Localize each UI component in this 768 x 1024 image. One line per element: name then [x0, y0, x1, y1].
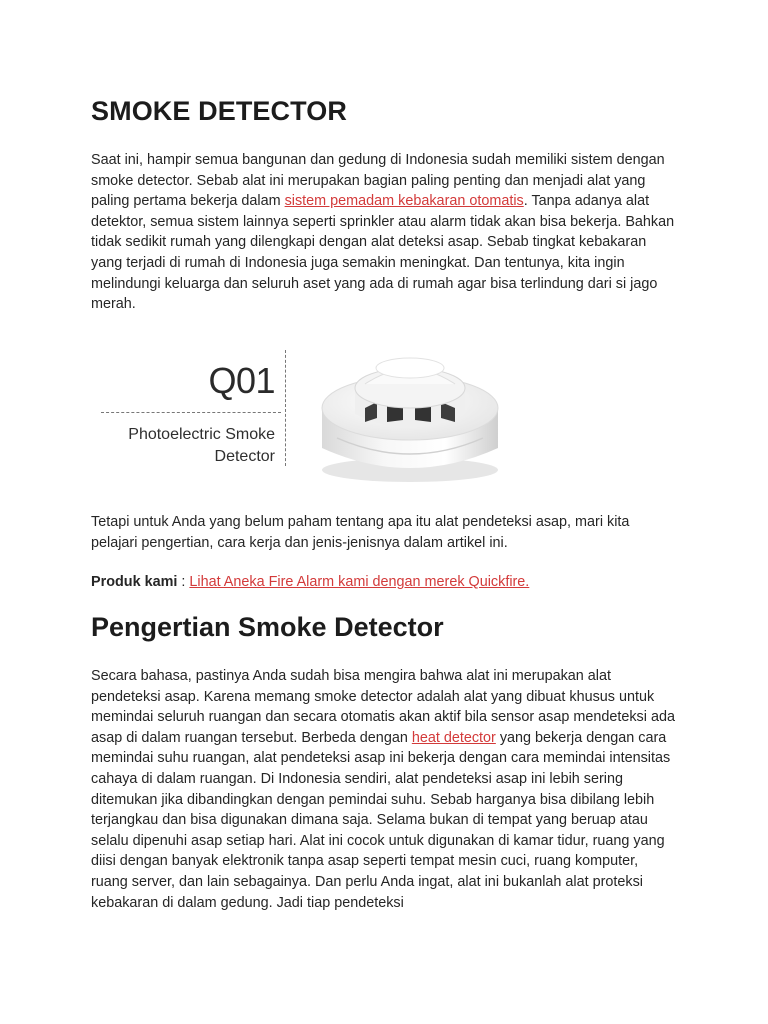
- divider-horizontal: [101, 412, 281, 413]
- caption-line-2: Detector: [214, 448, 275, 465]
- intro-paragraph-2: Tetapi untuk Anda yang belum paham tentang apa itu alat pendeteksi asap, mari kita pelajari pengertian, cara kerja dan jenis-jenisnya dalam artikel ini.: [91, 514, 630, 551]
- divider-vertical: [285, 350, 286, 466]
- quickfire-link[interactable]: Lihat Aneka Fire Alarm kami dengan merek Quickfire.: [189, 574, 530, 590]
- produk-kami-line: [91, 572, 677, 593]
- intro-paragraph: [91, 150, 677, 315]
- intro-text-start: Saat ini, hampir semua bangunan dan gedung di Indonesia sudah memiliki sistem dengan smoke detector. Sebab alat ini merupakan bagian paling penting dan menjadi alat yang paling pertama bekerja dalam: [91, 152, 665, 210]
- caption-line-1: Photoelectric Smoke: [128, 426, 275, 443]
- produk-separator: :: [177, 574, 190, 590]
- product-model: Q01: [208, 360, 275, 401]
- intro-text-end: . Tanpa adanya alat detektor, semua sistem lainnya seperti sprinkler atau alarm tidak akan bisa bekerja. Bahkan tidak sedikit rumah yang dilengkapi dengan alat deteksi asap. Sebab tingkat kebakaran yang terjadi di rumah di Indonesia juga semakin meningkat. Dan tentunya, kita ingin melindungi keluarga dan seluruh aset yang ada di rumah agar bisa terlindung dari si jago merah.: [91, 193, 675, 313]
- smoke-detector-icon: [315, 338, 505, 488]
- section-text-end: yang bekerja dengan cara memindai suhu ruangan, alat pendeteksi asap ini bekerja dengan cara memindai intensitas cahaya di dalam ruangan. Di Indonesia sendiri, alat pendeteksi asap ini lebih sering ditemukan jika dibandingkan dengan pemindai suhu. Sebab harganya bisa dibilang lebih terjangkau dan bisa digunakan dimana saja. Selama bukan di tempat yang beruap atau selalu dipenuhi asap setiap hari. Alat ini cocok untuk digunakan di kamar tidur, ruang yang diisi dengan banyak elektronik tanpa asap seperti tempat mesin cuci, ruang komputer, ruang server, dan lain sebagainya. Dan perlu Anda ingat, alat ini bukanlah alat proteksi kebakaran di dalam gedung. Jadi tiap pendeteksi: [91, 729, 671, 911]
- product-caption: [85, 424, 275, 468]
- sistem-pemadam-link[interactable]: sistem pemadam kebakaran otomatis: [284, 193, 524, 210]
- heat-detector-link[interactable]: heat detector: [411, 729, 496, 746]
- section-text-start: Secara bahasa, pastinya Anda sudah bisa mengira bahwa alat ini merupakan alat pendeteksi asap. Karena memang smoke detector adalah alat yang dibuat khusus untuk memindai seluruh ruangan dan secara otomatis akan aktif bila sensor asap mendeteksi ada asap di dalam ruangan tersebut. Berbeda dengan: [91, 668, 675, 746]
- section-title: Pengertian Smoke Detector: [91, 612, 444, 642]
- section-paragraph: [91, 666, 677, 913]
- product-image: [101, 332, 521, 500]
- page-title: SMOKE DETECTOR: [91, 96, 347, 126]
- produk-label: Produk kami: [91, 574, 178, 590]
